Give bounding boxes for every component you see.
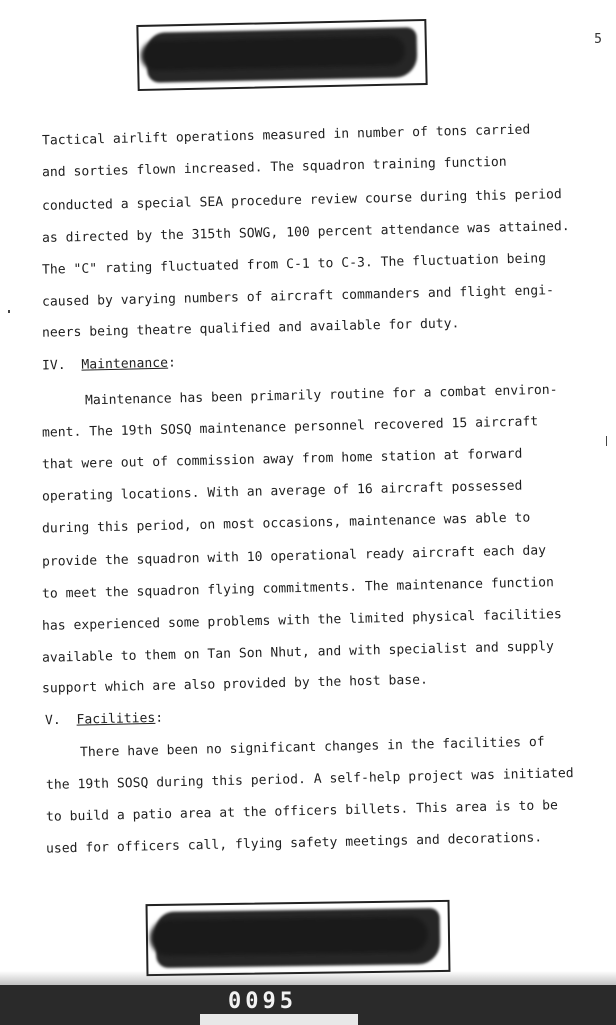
text-line: and sorties flown increased. The squadron training function [41,154,507,181]
text-line: has experienced some problems with the limited physical facilities [41,607,562,634]
redacted-classification-bottom [146,900,451,976]
section-heading-facilities: V. Facilities: [44,710,164,729]
page-number: 5 [594,32,602,47]
section-title: Facilities [76,710,156,728]
text-line: to meet the squadron flying commitments. The maintenance function [41,575,555,602]
text-line: provide the squadron with 10 operational ready aircraft each day [41,543,547,570]
text-line: There have been no significant changes in the facilities of [79,734,545,761]
text-line: as directed by the 315th SOWG, 100 percent attendance was attained. [41,219,570,246]
scan-strip [200,1014,358,1025]
text-line: support which are also provided by the host base. [41,672,429,697]
scan-speck [606,436,607,446]
text-line: used for officers call, flying safety meetings and decorations. [45,830,543,857]
text-line: caused by varying numbers of aircraft commanders and flight engi- [41,283,555,310]
text-line: available to them on Tan Son Nhut, and with specialist and supply [41,639,555,666]
text-line: operating locations. With an average of 16 aircraft possessed [41,478,523,505]
text-line: that were out of commission away from home station at forward [41,446,523,473]
section-title: Maintenance [81,355,169,373]
text-line: Maintenance has been primarily routine for a combat environ- [84,382,558,409]
text-line: Tactical airlift operations measured in number of tons carried [41,122,531,149]
document-control-number: 0095 [228,989,297,1014]
text-line: conducted a special SEA procedure review course during this period [41,187,562,214]
text-line: the 19th SOSQ during this period. A self-help project was initiated [45,766,574,793]
text-line: The "C" rating fluctuated from C-1 to C-3. The fluctuation being [41,251,547,278]
section-heading-maintenance: IV. Maintenance: [41,355,177,374]
text-line: ment. The 19th SOSQ maintenance personnel recovered 15 aircraft [41,414,539,441]
redacted-classification-top [136,19,427,91]
text-line: during this period, on most occasions, maintenance was able to [41,510,531,537]
section-numeral: V. [44,712,61,729]
text-line: neers being theatre qualified and available for duty. [41,316,460,341]
section-numeral: IV. [41,357,66,374]
text-line: to build a patio area at the officers billets. This area is to be [45,798,559,825]
scan-speck [8,310,10,313]
